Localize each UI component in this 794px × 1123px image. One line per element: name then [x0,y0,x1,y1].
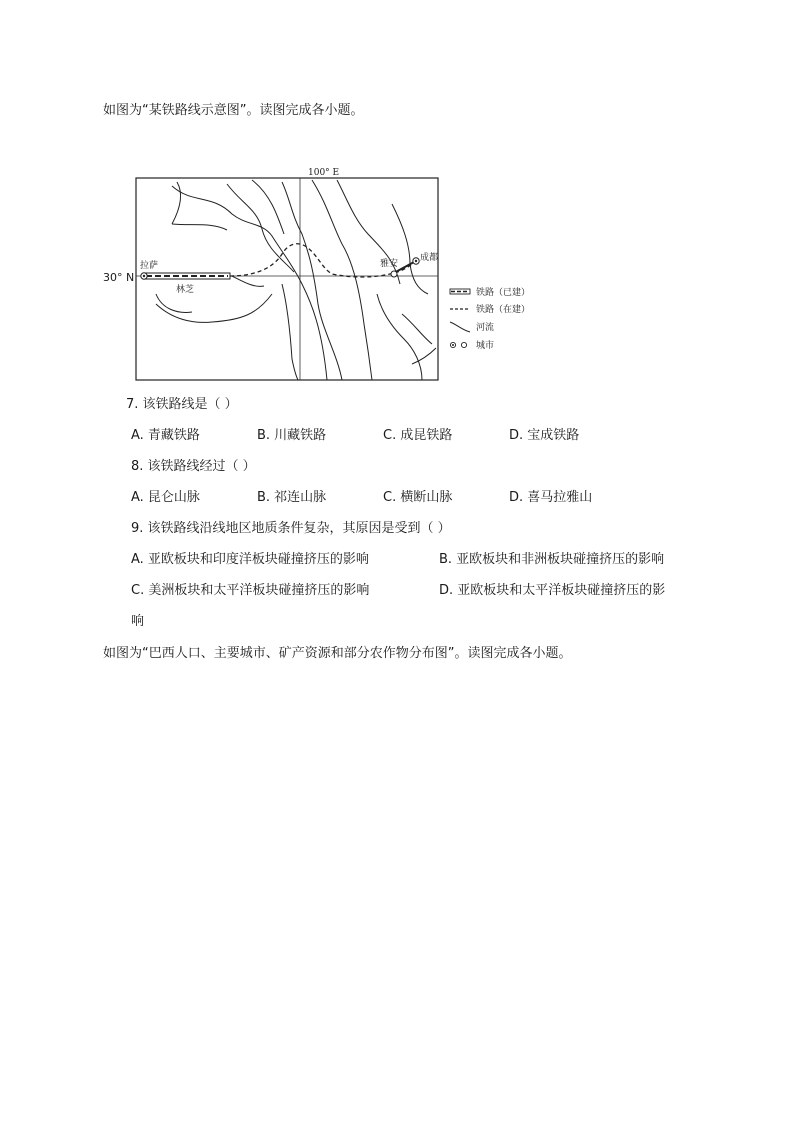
legend-city-label: 城市 [476,341,495,351]
city-chengdu-label: 成都 [420,253,439,263]
city-yaan-marker [391,271,397,277]
q8-option-c: C. 横断山脉 [383,490,453,505]
q9-option-c: C. 美洲板块和太平洋板块碰撞挤压的影响 [131,583,370,598]
map-legend [450,286,530,351]
q7-option-b: B. 川藏铁路 [257,428,327,443]
city-icon [450,342,466,347]
question-9-stem: 9. 该铁路线沿线地区地质条件复杂，其原因是受到（ ） [131,521,451,536]
q8-option-a: A. 昆仑山脉 [131,490,200,505]
city-chengdu-marker [413,258,419,264]
intro-text-1: 如图为“某铁路线示意图”。读图完成各小题。 [103,103,364,118]
city-nyingchi-label: 林芝 [176,285,195,295]
q7-option-c: C. 成昆铁路 [383,428,453,443]
city-lhasa-label: 拉萨 [140,261,159,271]
legend-river-label: 河流 [476,323,495,333]
legend-railway-built-label: 铁路（已建） [476,288,531,298]
railway-built-segment [144,273,230,279]
q7-option-a: A. 青藏铁路 [131,428,200,443]
q9-option-d-continued: 响 [131,614,145,629]
question-8-stem: 8. 该铁路线经过（ ） [131,459,256,474]
river-icon [450,322,470,332]
railway-map [132,164,552,382]
lat-label: 30° N [103,271,135,284]
q9-option-a: A. 亚欧板块和印度洋板块碰撞挤压的影响 [131,552,369,567]
city-lhasa-marker [141,273,147,279]
lon-label: 100° E [308,168,340,178]
question-7-stem: 7. 该铁路线是（ ） [126,397,238,412]
q9-option-d: D. 亚欧板块和太平洋板块碰撞挤压的影 [439,583,666,598]
q9-option-b: B. 亚欧板块和非洲板块碰撞挤压的影响 [439,552,665,567]
legend-railway-construction-label: 铁路（在建） [476,305,531,315]
railway-built-icon [450,289,470,294]
city-yaan-label: 雅安 [380,259,399,269]
q8-option-d: D. 喜马拉雅山 [509,490,593,505]
q7-option-d: D. 宝成铁路 [509,428,580,443]
q8-option-b: B. 祁连山脉 [257,490,327,505]
river-network [156,180,439,380]
intro-text-2: 如图为“巴西人口、主要城市、矿产资源和部分农作物分布图”。读图完成各小题。 [103,646,572,661]
